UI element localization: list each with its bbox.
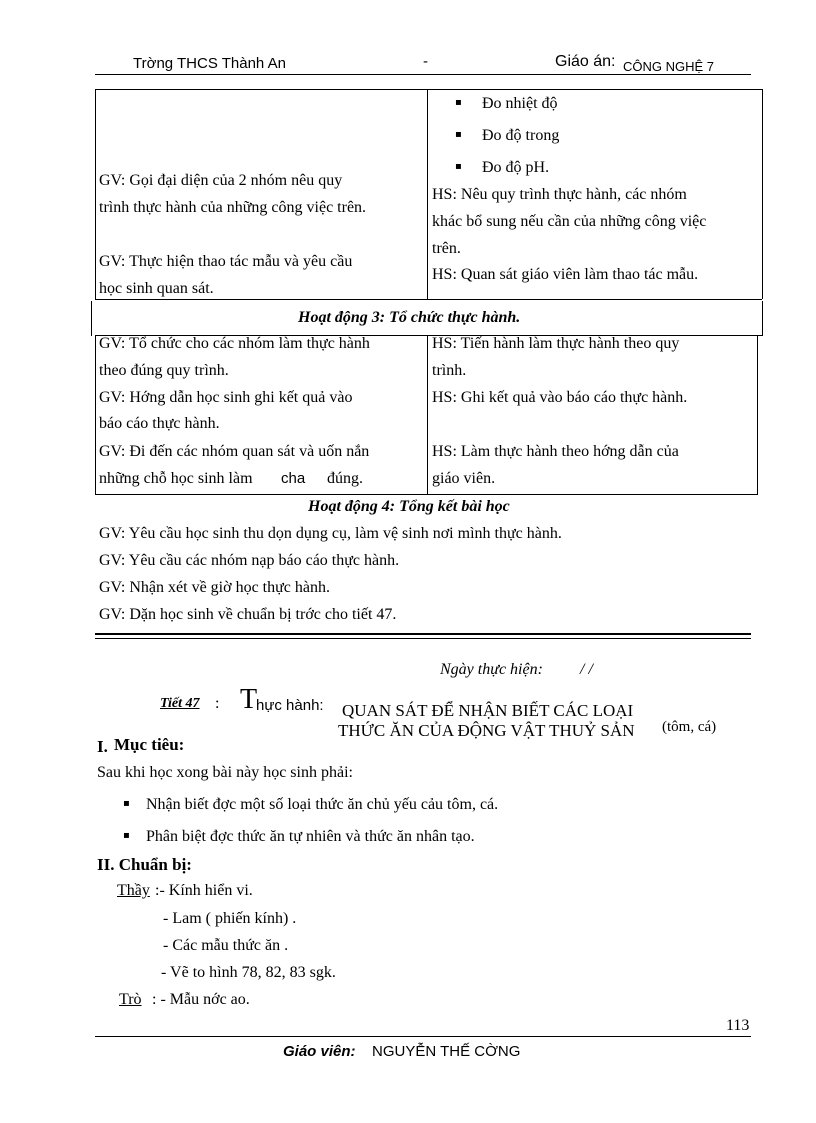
activity4-line: GV: Yêu cầu các nhóm nạp báo cáo thực hành.: [99, 552, 400, 569]
gv-step-text: GV: Gọi đại diện của 2 nhóm nêu quy: [99, 172, 343, 189]
table1-left-border: [95, 89, 96, 299]
header-dash: -: [423, 53, 428, 70]
student-label: Trò: [119, 991, 142, 1008]
table1-mid-border: [427, 89, 428, 299]
hs-step-text: HS: Tiến hành làm thực hành theo quy: [432, 335, 680, 352]
goal-item: Nhận biết đợc một số loại thức ăn chủ yếu cảu tôm, cá.: [146, 796, 499, 813]
prep-item: : - Mẫu nớc ao.: [152, 991, 250, 1008]
date-label: Ngày thực hiện:: [440, 661, 543, 678]
hs-step-text: HS: Nêu quy trình thực hành, các nhóm: [432, 186, 687, 203]
bullet-icon: ▪: [455, 129, 462, 140]
footer-teacher-name: NGUYỄN THẾ CỜNG: [372, 1043, 521, 1060]
bullet-icon: ▪: [123, 798, 130, 809]
measure-item: Đo độ pH.: [482, 159, 550, 176]
table1-bottom-border: [95, 299, 762, 300]
bullet-icon: ▪: [123, 830, 130, 841]
activity4-line: GV: Yêu cầu học sinh thu dọn dụng cụ, làm vệ sinh nơi mình thực hành.: [99, 525, 562, 542]
activity4-line: GV: Nhận xét về giờ học thực hành.: [99, 579, 330, 596]
section-double-rule: [95, 638, 751, 639]
goal-item: Phân biệt đợc thức ăn tự nhiên và thức ăn nhân tạo.: [146, 828, 475, 845]
activity4-line: GV: Dặn học sinh về chuẩn bị trớc cho tiết 47.: [99, 606, 397, 623]
lesson-title-paren: (tôm, cá): [662, 719, 717, 735]
lesson-type: hực hành:: [256, 697, 324, 714]
gv-step-text: cha: [281, 470, 306, 487]
table1-top-border: [95, 89, 762, 90]
section-heading: Mục tiêu:: [114, 735, 185, 754]
table2-mid-border: [427, 335, 428, 495]
prep-item: - Các mẫu thức ăn .: [163, 937, 289, 954]
hs-step-text: khác bổ sung nếu cần của những công việc: [432, 213, 707, 230]
lesson-title: QUAN SÁT ĐỂ NHẬN BIẾT CÁC LOẠI: [342, 701, 634, 720]
hs-step-text: HS: Quan sát giáo viên làm thao tác mẫu.: [432, 266, 699, 283]
gv-step-text: học sinh quan sát.: [99, 280, 214, 297]
prep-item: :- Kính hiển vi.: [155, 882, 253, 899]
table2-bottom-border: [95, 494, 757, 495]
table2-left-border: [95, 335, 96, 495]
subject-label: Giáo án:: [555, 53, 616, 70]
intro-text: Sau khi học xong bài này học sinh phải:: [97, 764, 353, 781]
footer-teacher-label: Giáo viên:: [283, 1043, 356, 1060]
measure-item: Đo độ trong: [482, 127, 560, 144]
header-rule: [95, 74, 751, 75]
section-heading: II. Chuẩn bị:: [97, 855, 192, 874]
section-number: I.: [97, 737, 108, 756]
teacher-label: Thầy: [117, 882, 150, 899]
gv-step-text: theo đúng quy trình.: [99, 362, 229, 379]
gv-step-text: báo cáo thực hành.: [99, 415, 220, 432]
hs-step-text: giáo viên.: [432, 470, 496, 487]
date-value: / /: [580, 661, 593, 678]
activity3-title: Hoạt động 3: Tổ chức thực hành.: [298, 309, 521, 326]
page-number: 113: [726, 1017, 750, 1034]
prep-item: - Vẽ to hình 78, 82, 83 sgk.: [161, 964, 336, 981]
activity3-left-border: [91, 301, 92, 336]
gv-step-text: những chỗ học sinh làm: [99, 470, 253, 487]
gv-step-text: GV: Thực hiện thao tác mẫu và yêu cầu: [99, 253, 353, 270]
bullet-icon: ▪: [455, 97, 462, 108]
lesson-number: Tiết 47: [160, 696, 200, 711]
table2-right-border: [757, 335, 758, 495]
activity3-right-border: [762, 301, 763, 336]
lesson-colon: :: [215, 695, 220, 712]
lesson-title: THỨC ĂN CỦA ĐỘNG VẬT THUỶ SẢN: [338, 721, 635, 740]
hs-step-text: trình.: [432, 362, 467, 379]
bullet-icon: ▪: [455, 161, 462, 172]
measure-item: Đo nhiệt độ: [482, 95, 558, 112]
gv-step-text: GV: Tổ chức cho các nhóm làm thực hành: [99, 335, 370, 352]
prep-item: - Lam ( phiến kính) .: [163, 910, 297, 927]
gv-step-text: đúng.: [327, 470, 363, 487]
hs-step-text: trên.: [432, 240, 461, 257]
footer-rule: [95, 1036, 751, 1037]
activity4-title: Hoạt động 4: Tổng kết bài học: [308, 498, 510, 515]
gv-step-text: GV: Hớng dẫn học sinh ghi kết quả vào: [99, 389, 353, 406]
school-name: Trờng THCS Thành An: [133, 55, 286, 72]
gv-step-text: trình thực hành của những công việc trên.: [99, 199, 367, 216]
table1-right-border: [762, 89, 763, 299]
lesson-type-initial: T: [240, 684, 258, 715]
hs-step-text: HS: Làm thực hành theo hớng dẫn của: [432, 443, 679, 460]
gv-step-text: GV: Đi đến các nhóm quan sát và uốn nắn: [99, 443, 370, 460]
subject-name: CÔNG NGHỆ 7: [623, 59, 715, 74]
section-double-rule: [95, 633, 751, 635]
hs-step-text: HS: Ghi kết quả vào báo cáo thực hành.: [432, 389, 688, 406]
